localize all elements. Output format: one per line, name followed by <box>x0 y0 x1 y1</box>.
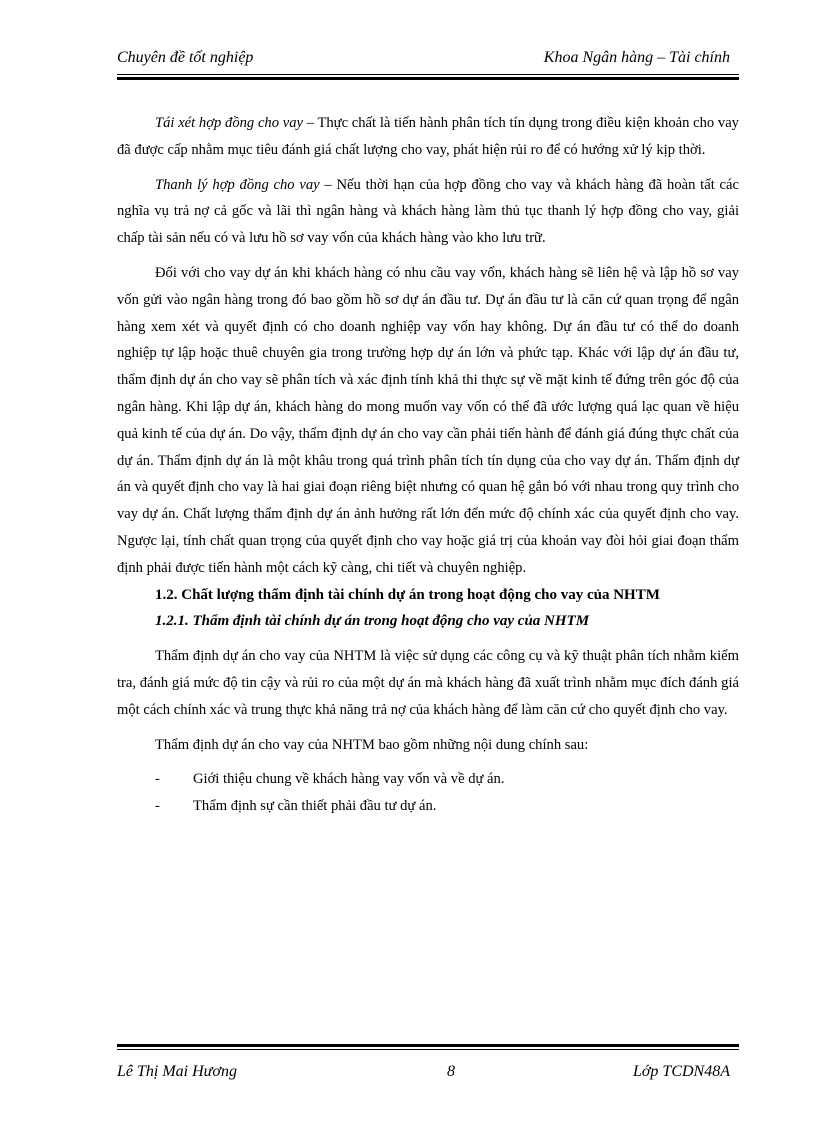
paragraph-text: – Thực chất là tiến hành phân tích tín dụng trong điều kiện khoản cho vay đã được cấp nhằm mục tiêu đánh giá chất lượng cho vay, phát hiện rủi ro để có hướng xử lý kịp thời. <box>117 115 739 158</box>
list-dash: - <box>155 798 160 815</box>
header-left-text: Chuyên đề tốt nghiệp <box>117 49 254 66</box>
page-number: 8 <box>447 1063 455 1080</box>
paragraph-contents-intro: Thẩm định dự án cho vay của NHTM bao gồm những nội dung chính sau: <box>155 736 589 753</box>
footer-class: Lớp TCDN48A <box>632 1063 730 1080</box>
header-right-text: Khoa Ngân hàng – Tài chính <box>543 49 730 66</box>
footer-rule-thin <box>117 1049 739 1050</box>
header-rule-thick <box>117 77 739 80</box>
paragraph-cho-vay-du-an: Đối với cho vay dự án khi khách hàng có nhu cầu vay vốn, khách hàng sẽ liên hệ và lập hồ sơ vay vốn gửi vào ngân hàng trong đó bao gồm hồ sơ dự án đầu tư. Dự án đầu tư là căn cứ quan trọng để ngân hàng xem xét và quyết định có cho doanh nghiệp vay vốn hay không. Dự án đầu tư có thể do doanh nghiệp tự lập hoặc thuê chuyên gia trong trường hợp dự án lớn và phức tạp. Khác với lập dự án đầu tư, thẩm định dự án cho vay sẽ phân tích và xác định tính khả thi thực sự về mặt kinh tế đứng trên góc độ của ngân hàng. Khi lập dự án, khách hàng do mong muốn vay vốn có thể đã ước lượng quá lạc quan về hiệu quả kinh tế của dự án. Do vậy, thẩm định dự án cho vay cần phải tiến hành để đánh giá đúng thực chất của dự án. Thẩm định dự án là một khâu trong quá trình phân tích tín dụng của cho vay dự án. Thẩm định dự án và quyết định cho vay là hai giai đoạn riêng biệt nhưng có quan hệ gắn bó với nhau trong quy trình cho vay dự án. Chất lượng thẩm định dự án ảnh hưởng rất lớn đến mức độ chính xác của quyết định cho vay. Ngược lại, tính chất quan trọng của quyết định cho vay hoặc giá trị của khoản vay đòi hỏi giai đoạn thẩm định phải được tiến hành một cách kỹ càng, chi tiết và chuyên nghiệp. <box>117 264 739 576</box>
section-heading: 1.2. Chất lượng thẩm định tài chính dự án trong hoạt động cho vay của NHTM <box>155 586 660 603</box>
footer-rule-thick <box>117 1044 739 1047</box>
footer-author: Lê Thị Mai Hương <box>117 1063 237 1080</box>
paragraph-definition: Thẩm định dự án cho vay của NHTM là việc sử dụng các công cụ và kỹ thuật phân tích nhằm kiểm tra, đánh giá mức độ tin cậy và rủi ro của một dự án mà khách hàng đã xuất trình nhằm mục đích đánh giá một cách chính xác và trung thực khả năng trả nợ của khách hàng để làm căn cứ cho quyết định cho vay. <box>117 648 739 718</box>
paragraph-thanh-ly <box>117 172 739 252</box>
paragraph-text: – Nếu thời hạn của hợp đồng cho vay và khách hàng đã hoàn tất các nghĩa vụ trả nợ cả gốc và lãi thì ngân hàng và khách hàng làm thủ tục thanh lý hợp đồng cho vay, giải chấp tài sản nếu có và lưu hồ sơ vay vốn của khách hàng vào kho lưu trữ. <box>117 176 739 247</box>
page-header <box>117 47 730 73</box>
list-item <box>117 766 739 793</box>
page-footer <box>117 1063 730 1089</box>
subsection-heading: 1.2.1. Thẩm định tài chính dự án trong hoạt động cho vay của NHTM <box>155 613 590 630</box>
term-tai-xet: Tái xét hợp đồng cho vay <box>155 115 303 131</box>
list-dash: - <box>155 771 160 788</box>
header-rule-thin <box>117 74 739 75</box>
list-item-text: Thẩm định sự cần thiết phải đầu tư dự án. <box>193 798 437 815</box>
document-body <box>117 110 739 820</box>
paragraph-tai-xet <box>117 110 739 164</box>
list-item-text: Giới thiệu chung về khách hàng vay vốn và về dự án. <box>193 771 505 788</box>
term-thanh-ly: Thanh lý hợp đồng cho vay <box>155 176 320 193</box>
list-item <box>117 793 739 820</box>
